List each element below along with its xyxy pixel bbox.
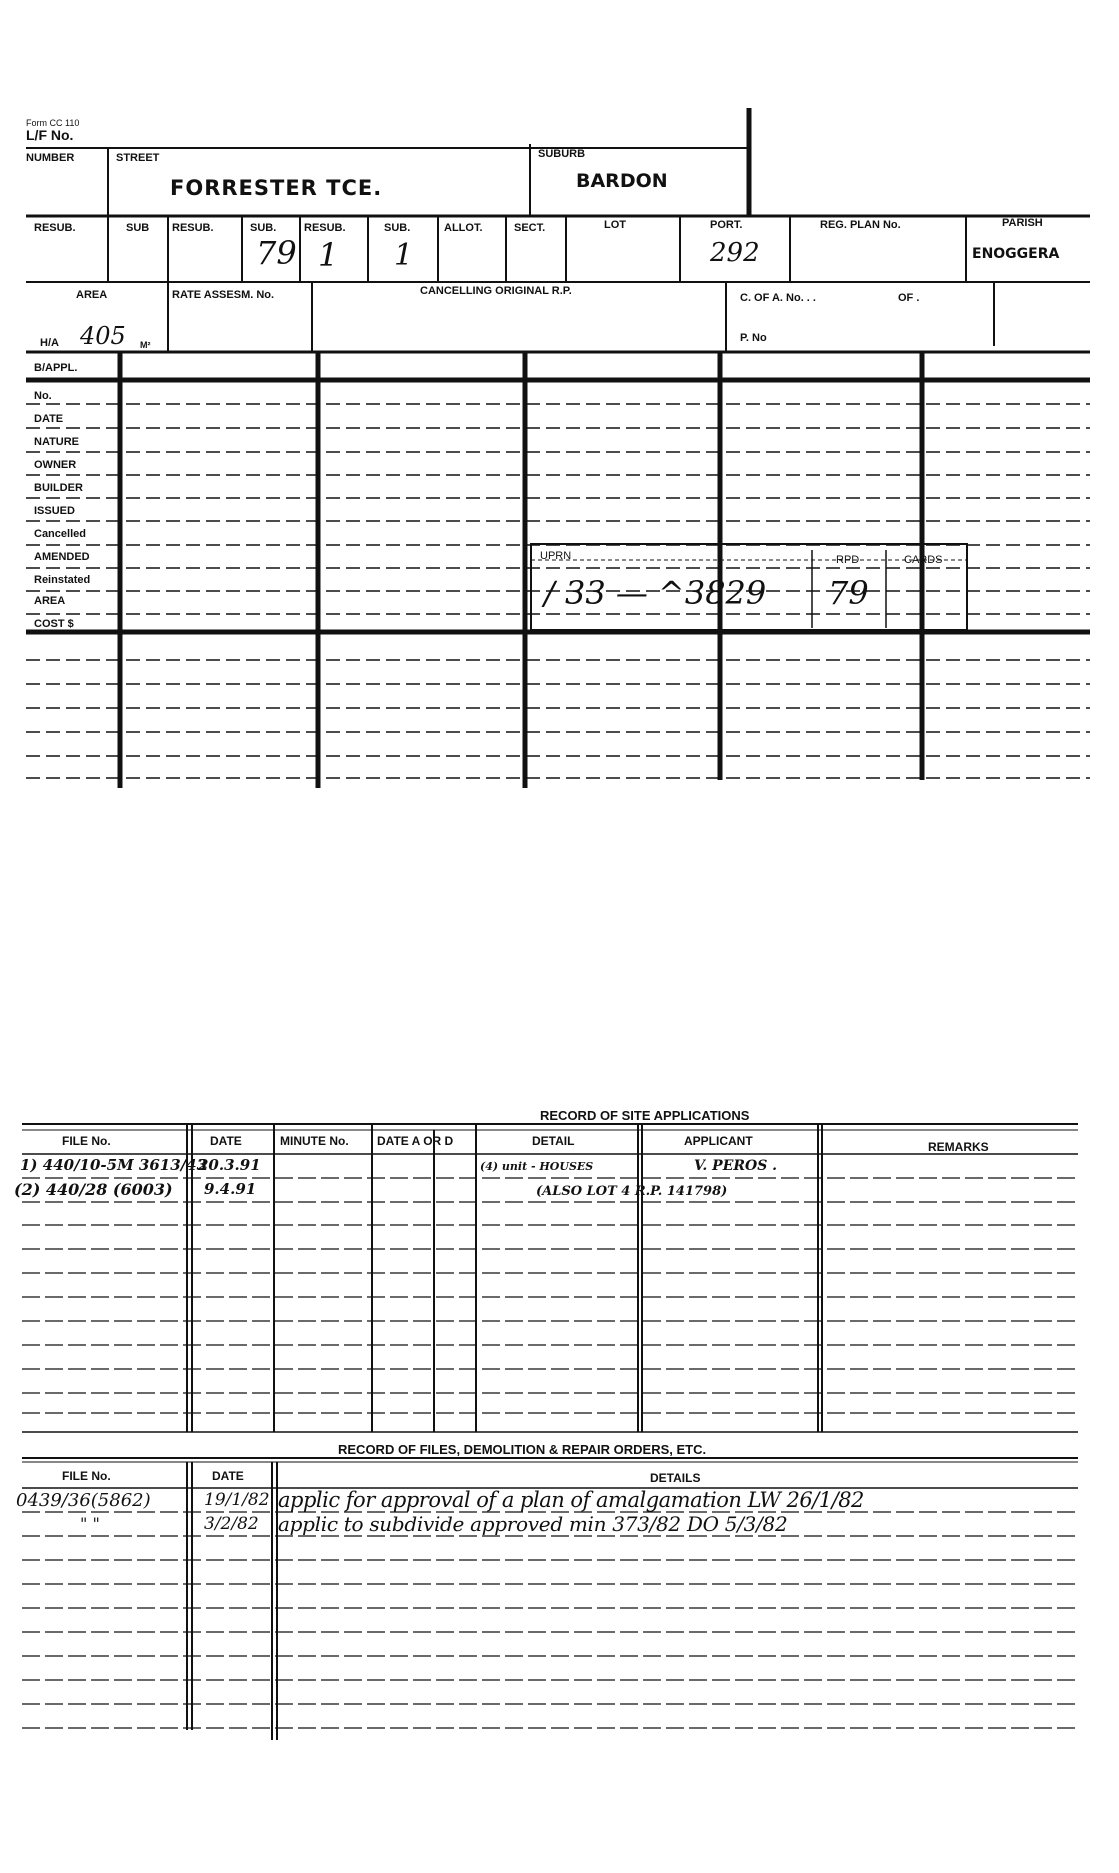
row-label-cost: COST $ [34, 618, 74, 630]
port-value: 292 [710, 238, 760, 268]
row-label-issued: ISSUED [34, 505, 75, 517]
files-col-file-no: FILE No. [62, 1469, 111, 1483]
files-col-date: DATE [212, 1469, 244, 1483]
of-label: OF . [898, 292, 920, 304]
area-label: AREA [76, 289, 108, 301]
row-label-area: AREA [34, 595, 66, 607]
site-col-detail: DETAIL [532, 1134, 575, 1148]
row-label-builder: BUILDER [34, 482, 83, 494]
files-row-2-details: applic to subdivide approved min 373/82 DO 5/3/82 [278, 1512, 788, 1536]
number-label: NUMBER [26, 152, 75, 164]
site-col-applicant: APPLICANT [684, 1134, 753, 1148]
files-row-2-file: " " [80, 1514, 100, 1533]
cancelling-label: CANCELLING ORIGINAL R.P. [420, 285, 572, 297]
row-label-owner: OWNER [34, 459, 77, 471]
ha-label: H/A [40, 337, 59, 349]
resub-label-2: RESUB. [172, 222, 214, 234]
uprn-value: / 33 — ^3829 [544, 574, 767, 612]
files-row-2-date: 3/2/82 [204, 1514, 259, 1534]
site-row-2-file: (2) 440/28 (6003) [14, 1180, 173, 1199]
rpd-label: RPD [836, 554, 860, 566]
sub-value-2: 79 [256, 234, 297, 272]
row-label-date: DATE [34, 413, 64, 425]
site-row-1-detail: (4) unit - HOUSES [480, 1160, 594, 1173]
sub-label-3: SUB. [384, 222, 411, 234]
cards-label: CARDS [904, 554, 943, 566]
bappl-label: B/APPL. [34, 362, 78, 374]
site-row-2-detail: (ALSO LOT 4 R.P. 141798) [536, 1184, 728, 1199]
sub-label-1: SUB [126, 222, 150, 234]
allot-label: ALLOT. [444, 222, 483, 234]
sub-value-3: 1 [394, 238, 414, 273]
files-row-1-details: applic for approval of a plan of amalgamation LW 26/1/82 [278, 1488, 864, 1512]
sub-label-2: SUB. [250, 222, 277, 234]
resub-label-1: RESUB. [34, 222, 76, 234]
suburb-value: BARDON [576, 170, 668, 192]
row-label-no: No. [34, 390, 52, 402]
area-unit: M² [140, 340, 151, 350]
rate-assessment-label: RATE ASSESM. No. [172, 289, 275, 301]
files-row-1-date: 19/1/82 [204, 1490, 270, 1510]
site-col-date-a-or-d: DATE A OR D [377, 1134, 454, 1148]
row-label-cancelled: Cancelled [34, 528, 86, 540]
form-code: Form CC 110 [26, 118, 80, 128]
port-label: PORT. [710, 219, 743, 231]
site-row-1-date: 20.3.91 [198, 1156, 261, 1174]
parish-label: PARISH [1002, 217, 1043, 229]
files-row-1-file: 0439/36(5862) [16, 1490, 151, 1511]
row-label-amended: AMENDED [34, 551, 90, 563]
resub-value-3: 1 [318, 236, 339, 274]
reg-plan-label: REG. PLAN No. [820, 219, 901, 231]
resub-label-3: RESUB. [304, 222, 346, 234]
street-label: STREET [116, 152, 160, 164]
site-col-remarks: REMARKS [928, 1140, 989, 1154]
site-row-1-file: 1) 440/10-5M 3613/43 [20, 1156, 208, 1174]
c-of-a-label: C. OF A. No. . . [740, 292, 816, 304]
uprn-label: UPRN [540, 550, 572, 562]
parish-value: ENOGGERA [972, 246, 1060, 262]
area-value: 405 [80, 322, 126, 350]
row-label-nature: NATURE [34, 436, 80, 448]
site-applications-title: RECORD OF SITE APPLICATIONS [540, 1108, 750, 1123]
site-col-date: DATE [210, 1134, 242, 1148]
p-no-label: P. No [740, 332, 767, 344]
files-record-title: RECORD OF FILES, DEMOLITION & REPAIR ORDERS, ETC. [338, 1442, 707, 1457]
row-label-reinstated: Reinstated [34, 574, 91, 586]
site-row-1-applicant: V. PEROS . [694, 1158, 778, 1174]
files-col-details: DETAILS [650, 1471, 701, 1485]
site-col-file-no: FILE No. [62, 1134, 111, 1148]
sect-label: SECT. [514, 222, 546, 234]
suburb-label: SUBURB [538, 148, 586, 160]
lf-no-label: L/F No. [26, 127, 74, 143]
site-row-2-date: 9.4.91 [204, 1180, 257, 1198]
rpd-value: 79 [828, 574, 869, 612]
lot-label: LOT [604, 219, 626, 231]
street-value: FORRESTER TCE. [170, 176, 383, 200]
site-col-minute-no: MINUTE No. [280, 1134, 349, 1148]
